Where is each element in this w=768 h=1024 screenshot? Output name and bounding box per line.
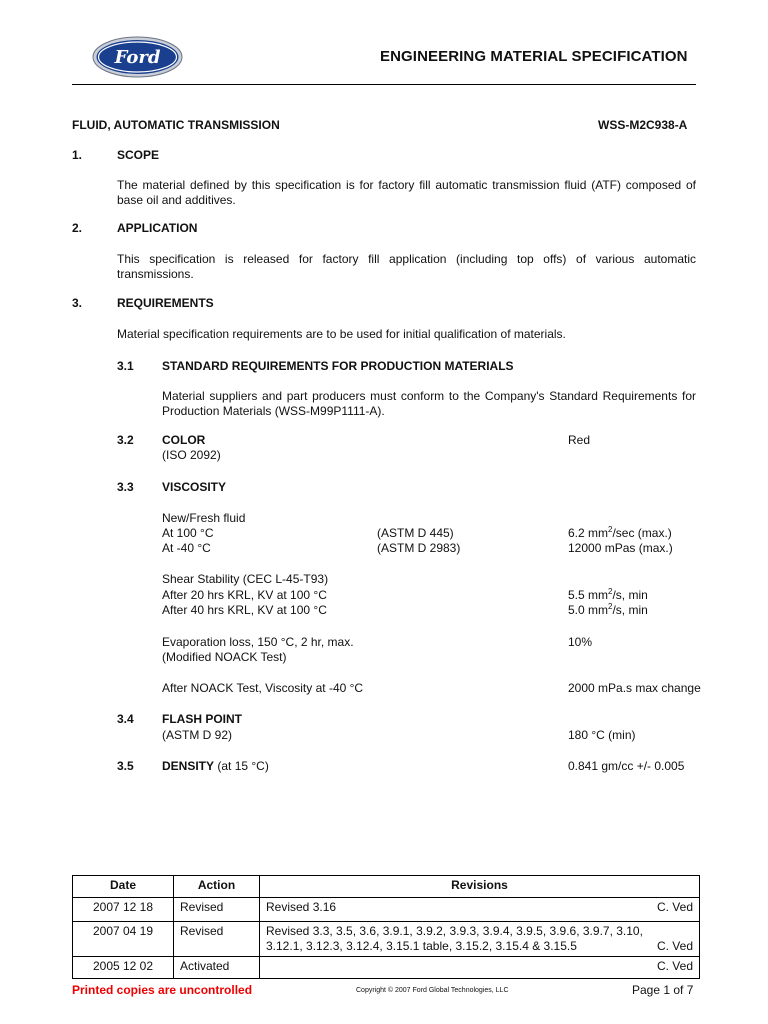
superscript: 2: [608, 602, 613, 611]
subsection-number: 3.1: [117, 359, 134, 373]
evaporation-label: Evaporation loss, 150 °C, 2 hr, max.: [162, 635, 354, 649]
subsection-title-standard: STANDARD REQUIREMENTS FOR PRODUCTION MATERIALS: [162, 359, 514, 373]
revision-text: Revised 3.16: [266, 900, 337, 914]
revision-author: C. Ved: [656, 900, 693, 914]
table-row: [73, 898, 700, 922]
uncontrolled-notice: Printed copies are uncontrolled: [72, 983, 253, 997]
at-minus40-label: At -40 °C: [162, 541, 211, 555]
standard-line-1: Material suppliers and part producers must conform to the Company's Standard Requirements for: [162, 389, 696, 403]
noack-method: (Modified NOACK Test): [162, 650, 287, 664]
at-100-label: At 100 °C: [162, 526, 214, 540]
flash-point-method: (ASTM D 92): [162, 728, 233, 742]
flash-point-value: 180 °C (min): [568, 728, 636, 742]
revision-author: C. Ved: [656, 959, 693, 973]
density-value: 0.841 gm/cc +/- 0.005: [568, 759, 685, 773]
application-line-2: transmissions.: [117, 267, 194, 281]
revision-table: [72, 875, 700, 979]
application-text: [117, 252, 696, 282]
column-header-action: Action: [174, 876, 260, 898]
header-divider: [72, 84, 696, 85]
krl20-value: [568, 588, 648, 602]
cell-action: Revised: [174, 922, 260, 957]
revision-text: 3.12.1, 3.12.3, 3.12.4, 3.15.1 table, 3.15.2, 3.15.4 & 3.15.5: [266, 939, 577, 953]
krl40-value: [568, 603, 648, 617]
superscript: 2: [608, 525, 613, 534]
value-text: /s, min: [612, 603, 648, 617]
krl20-label: After 20 hrs KRL, KV at 100 °C: [162, 588, 327, 602]
subsection-number: 3.3: [117, 480, 134, 494]
value-text: /s, min: [612, 588, 648, 602]
table-header-row: [73, 876, 700, 898]
subsection-title-density: DENSITY: [162, 759, 215, 773]
application-line-1: This specification is released for factory fill application (including top offs) of various automatic: [117, 252, 696, 266]
cell-revisions: [260, 898, 700, 922]
subsection-number: 3.2: [117, 433, 134, 447]
requirements-text: Material specification requirements are to be used for initial qualification of materials.: [117, 327, 566, 341]
copyright: Copyright © 2007 Ford Global Technologies, LLC: [356, 987, 509, 994]
value-text: /sec (max.): [612, 526, 672, 540]
superscript: 2: [608, 587, 613, 596]
cell-date: 2007 04 19: [73, 922, 174, 957]
value-text: 6.2 mm: [568, 526, 609, 540]
spec-number: WSS-M2C938-A: [598, 118, 688, 132]
color-value: Red: [568, 433, 591, 447]
density-heading: [162, 759, 269, 773]
cell-action: Revised: [174, 898, 260, 922]
cell-date: 2007 12 18: [73, 898, 174, 922]
subsection-number: 3.4: [117, 712, 134, 726]
section-number: 2.: [72, 221, 83, 235]
ford-logo: [92, 36, 183, 78]
subsection-number: 3.5: [117, 759, 134, 773]
section-title-application: APPLICATION: [117, 221, 198, 235]
standard-text: [162, 389, 696, 419]
page-title: ENGINEERING MATERIAL SPECIFICATION: [380, 48, 688, 65]
at-minus40-method: (ASTM D 2983): [377, 541, 461, 555]
section-number: 1.: [72, 148, 83, 162]
subsection-title-viscosity: VISCOSITY: [162, 480, 227, 494]
doc-subject: FLUID, AUTOMATIC TRANSMISSION: [72, 118, 280, 132]
scope-line-1: The material defined by this specification is for factory fill automatic transmission fluid (ATF) composed of: [117, 178, 696, 192]
density-condition: (at 15 °C): [214, 759, 269, 773]
column-header-date: Date: [73, 876, 174, 898]
section-title-scope: SCOPE: [117, 148, 160, 162]
at-100-method: (ASTM D 445): [377, 526, 454, 540]
cell-action: Activated: [174, 957, 260, 979]
column-header-revisions: Revisions: [260, 876, 700, 898]
section-number: 3.: [72, 296, 83, 310]
revision-author: C. Ved: [656, 939, 693, 953]
fresh-fluid-label: New/Fresh fluid: [162, 511, 246, 525]
section-title-requirements: REQUIREMENTS: [117, 296, 214, 310]
value-text: 5.0 mm: [568, 603, 609, 617]
scope-text: [117, 178, 696, 208]
page-number: Page 1 of 7: [632, 983, 694, 997]
standard-line-2: Production Materials (WSS-M99P1111-A).: [162, 404, 385, 418]
cell-revisions: [260, 922, 700, 957]
after-noack-label: After NOACK Test, Viscosity at -40 °C: [162, 681, 364, 695]
logo-text: Ford: [114, 47, 161, 68]
subsection-title-flash-point: FLASH POINT: [162, 712, 242, 726]
after-noack-value: 2000 mPa.s max change: [568, 681, 701, 695]
cell-date: 2005 12 02: [73, 957, 174, 979]
at-minus40-value: 12000 mPas (max.): [568, 541, 673, 555]
at-100-value: [568, 526, 672, 540]
table-row: [73, 957, 700, 979]
evaporation-value: 10%: [568, 635, 593, 649]
scope-line-2: base oil and additives.: [117, 193, 236, 207]
color-method: (ISO 2092): [162, 448, 221, 462]
subsection-title-color: COLOR: [162, 433, 206, 447]
krl40-label: After 40 hrs KRL, KV at 100 °C: [162, 603, 327, 617]
table-row: [73, 922, 700, 957]
value-text: 5.5 mm: [568, 588, 609, 602]
shear-stability-label: Shear Stability (CEC L-45-T93): [162, 572, 329, 586]
cell-revisions: [260, 957, 700, 979]
revision-text: Revised 3.3, 3.5, 3.6, 3.9.1, 3.9.2, 3.9.3, 3.9.4, 3.9.5, 3.9.6, 3.9.7, 3.10,: [266, 924, 643, 938]
